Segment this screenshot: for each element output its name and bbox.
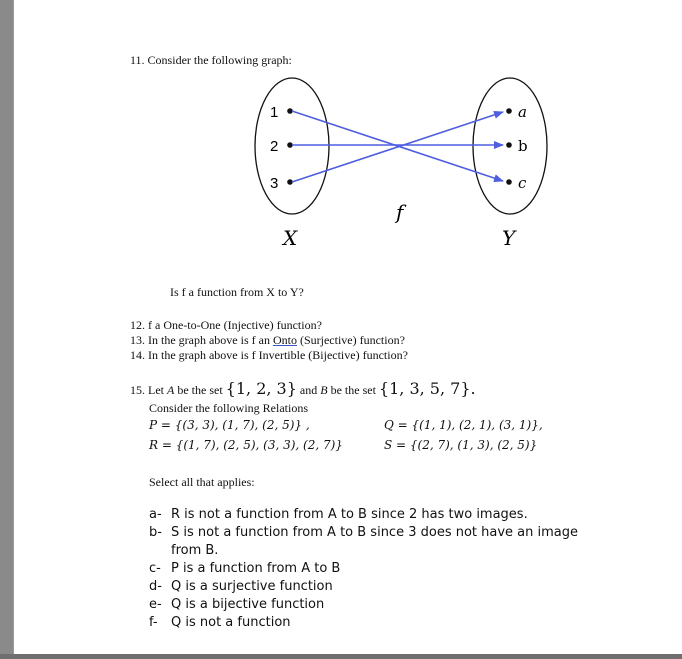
domain-dot-1 — [287, 108, 293, 114]
relation-s: S = {(2, 7), (1, 3), (2, 5)} — [384, 438, 538, 452]
q15-consider: Consider the following Relations — [149, 401, 308, 415]
q11-question: Is f a function from X to Y? — [170, 285, 304, 299]
answer-letter: d- — [149, 579, 162, 594]
answer-text: Q is a bijective function — [171, 597, 325, 612]
q14-text: 14. In the graph above is f Invertible (Bijective) function? — [130, 348, 408, 362]
q11-heading: 11. Consider the following graph: — [130, 53, 292, 67]
codomain-element-c: c — [518, 174, 527, 192]
codomain-dot-b — [506, 142, 512, 148]
answer-f — [149, 615, 291, 630]
q12-text: 12. f a One-to-One (Injective) function? — [130, 318, 322, 332]
q15-and: and — [296, 383, 321, 397]
answer-letter: e- — [149, 597, 162, 612]
domain-element-3: 3 — [270, 175, 279, 192]
select-prompt: Select all that applies: — [149, 475, 255, 489]
set-a-name: A — [167, 383, 175, 397]
codomain-dot-a — [506, 108, 512, 114]
q13-text — [130, 333, 405, 348]
q15-be-the-set-2: be the set — [327, 383, 379, 397]
answer-text: S is not a function from A to B since 3 does not have an image — [171, 525, 578, 540]
domain-element-2: 2 — [270, 138, 279, 155]
function-label: f — [396, 200, 404, 224]
q13-prefix: 13. In the graph above is f an — [130, 333, 273, 347]
arrow-3-to-a — [292, 112, 503, 182]
answer-b — [149, 525, 578, 540]
codomain-element-b: b — [518, 137, 528, 155]
answer-text: from B. — [171, 543, 219, 558]
answer-letter: b- — [149, 525, 162, 540]
answer-d — [149, 579, 333, 594]
answer-a — [149, 507, 528, 522]
relation-q: Q = {(1, 1), (2, 1), (3, 1)}, — [384, 418, 543, 432]
domain-element-1: 1 — [270, 104, 279, 121]
codomain-label: Y — [502, 226, 516, 250]
q15-intro-pre: 15. Let — [130, 383, 167, 397]
set-b-name: B — [320, 383, 328, 397]
answer-text: P is a function from A to B — [171, 561, 341, 576]
q13-underlined-word: Onto — [272, 333, 297, 347]
q13-suffix: (Surjective) function? — [296, 333, 405, 347]
relation-r: R = {(1, 7), (2, 5), (3, 3), (2, 7)} — [149, 438, 343, 452]
set-b-values: {1, 3, 5, 7}. — [378, 379, 476, 398]
codomain-dot-c — [506, 179, 512, 185]
answer-c — [149, 561, 340, 576]
answer-text: Q is a surjective function — [171, 579, 333, 594]
domain-dot-3 — [287, 179, 293, 185]
set-a-values: {1, 2, 3} — [225, 379, 297, 398]
answer-text: Q is not a function — [171, 615, 291, 630]
q15-intro — [130, 379, 476, 398]
answer-letter: f- — [149, 615, 158, 630]
answer-letter: a- — [149, 507, 162, 522]
answer-b-continued — [149, 543, 218, 558]
answer-letter: c- — [149, 561, 161, 576]
domain-label: X — [283, 226, 298, 250]
q15-be-the-set: be the set — [174, 383, 226, 397]
answer-e — [149, 597, 324, 612]
arrow-1-to-c — [292, 111, 503, 181]
codomain-element-a: a — [518, 103, 527, 121]
answer-text: R is not a function from A to B since 2 has two images. — [171, 507, 528, 522]
relation-p: P = {(3, 3), (1, 7), (2, 5)} , — [149, 418, 310, 432]
domain-dot-2 — [287, 142, 293, 148]
